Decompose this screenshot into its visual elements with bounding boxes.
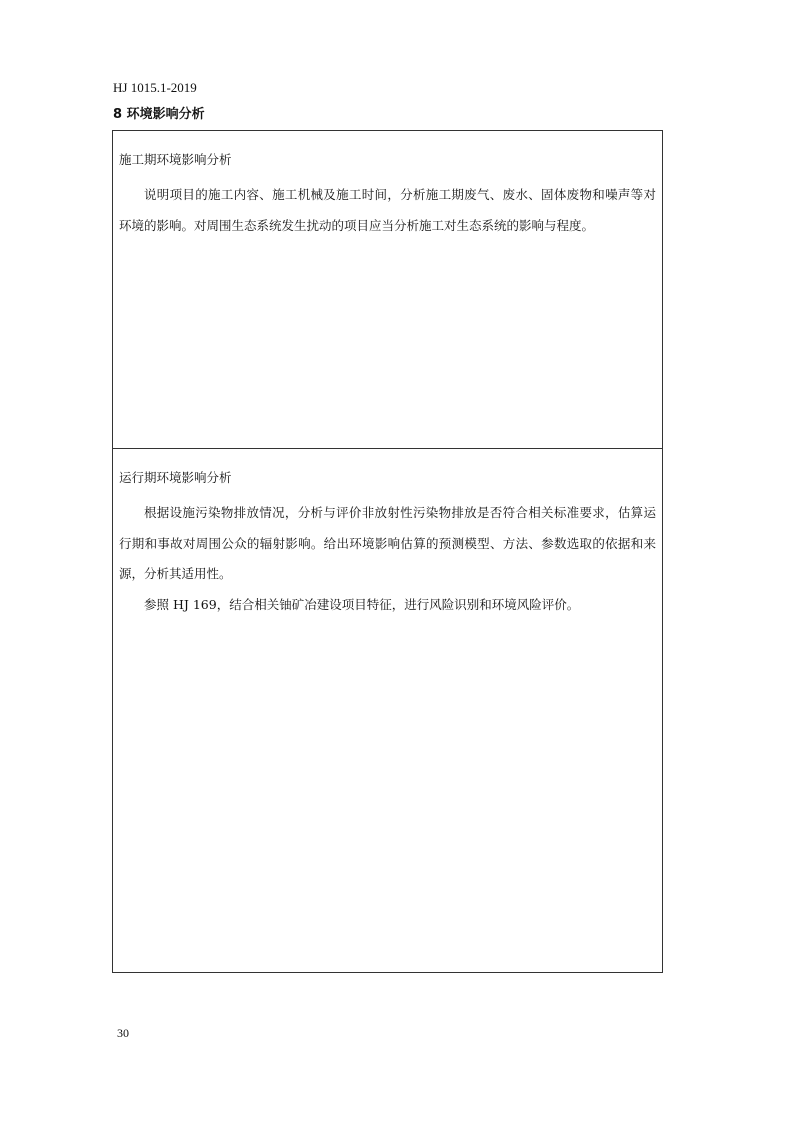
page-number: 30 <box>117 1026 129 1040</box>
analysis-table <box>112 130 663 973</box>
section-title: 8 环境影响分析 <box>113 107 205 122</box>
construction-phase-paragraph: 说明项目的施工内容、施工机械及施工时间，分析施工期废气、废水、固体废物和噪声等对环境的影响。对周围生态系统发生扰动的项目应当分析施工对生态系统的影响与程度。 <box>119 187 656 233</box>
operation-phase-heading: 运行期环境影响分析 <box>119 470 232 485</box>
operation-phase-paragraph: 根据设施污染物排放情况，分析与评价非放射性污染物排放是否符合相关标准要求，估算运行期和事故对周围公众的辐射影响。给出环境影响估算的预测模型、方法、参数选取的依据和来源，分析其适用性。 <box>119 505 656 581</box>
standard-code: HJ 1015.1-2019 <box>113 80 197 95</box>
construction-phase-cell <box>113 131 662 449</box>
construction-phase-heading: 施工期环境影响分析 <box>119 152 232 167</box>
operation-phase-paragraph: 参照 HJ 169，结合相关铀矿冶建设项目特征，进行风险识别和环境风险评价。 <box>144 596 580 612</box>
operation-phase-cell <box>113 449 662 972</box>
